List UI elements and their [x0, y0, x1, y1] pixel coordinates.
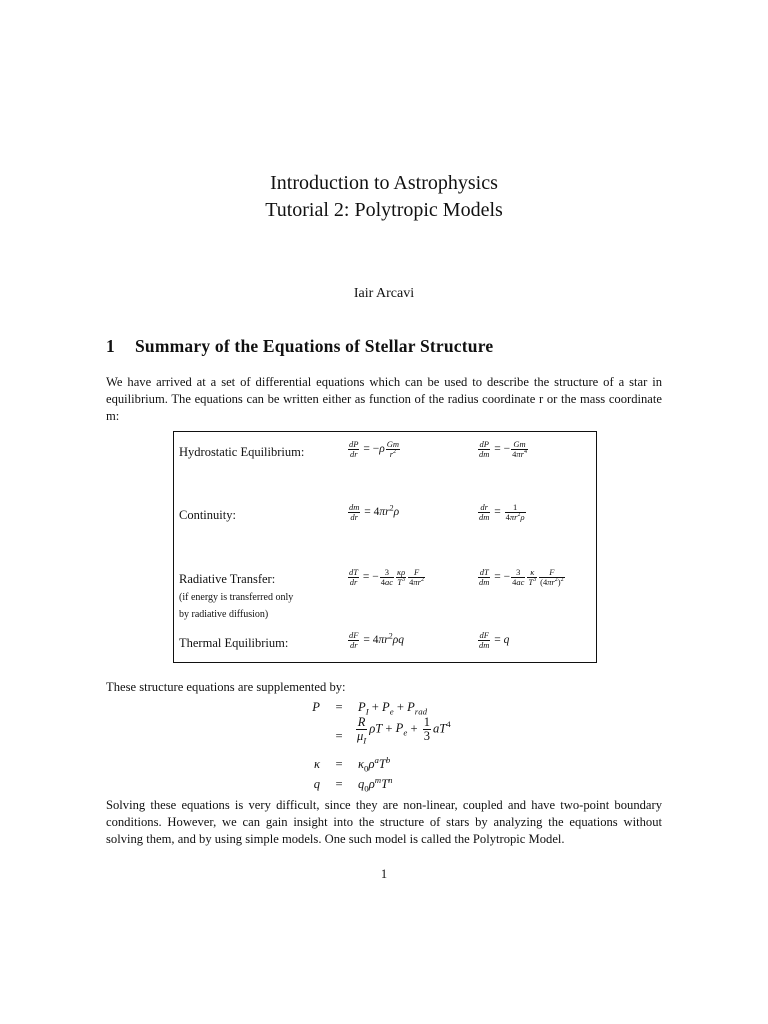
opacity-eq: $\kappa_0\rho^aT^b$: [358, 754, 391, 774]
thermal-eq-r: $\frac{dF}{dr}$ = $4\pi r^2\rho q$: [349, 630, 405, 650]
radiative-note: [179, 589, 293, 623]
title-line-2: Tutorial 2: Polytropic Models: [265, 199, 503, 221]
radiative-eq-r: $\frac{dT}{dr}$ = − $\frac{3}{4ac}$ $\frac{\kappa\rho}{T^3}$ $\frac{F}{4\pi r^2}$: [349, 567, 424, 587]
title-line-1: Introduction to Astrophysics: [270, 172, 498, 194]
closing-paragraph: Solving these equations is very difficult, since they are non-linear, coupled and have two-point boundary conditions. However, we can gain insight into the structure of stars by analyzing the equations without solving them, and by using simple models. One such model is called the Polytropic Model.: [106, 798, 662, 846]
hydrostatic-eq-m: $\frac{dP}{dm}$ = − $\frac{Gm}{4\pi r^4}$: [479, 439, 527, 459]
section-title: Summary of the Equations of Stellar Structure: [135, 336, 494, 356]
continuity-label: Continuity:: [179, 508, 236, 522]
document-title: [0, 170, 768, 224]
thermal-label: Thermal Equilibrium:: [179, 636, 289, 650]
section-number: 1: [106, 336, 115, 356]
page-number: 1: [380, 867, 388, 881]
radiative-note-line-1: (if energy is transferred only: [179, 592, 294, 603]
radiative-eq-m: $\frac{dT}{dm}$ = − $\frac{3}{4ac}$ $\frac{\kappa}{T^3}$ $\frac{F}{(4\pi r^2)^2}$: [479, 567, 564, 587]
pressure-sum-eq: $P_I + P_e + P_{rad}$: [358, 700, 428, 717]
thermal-eq-m: $\frac{dF}{dm}$ = q: [479, 630, 510, 650]
pressure-expanded-eq: $\frac{R}{\mu_I}$ $\rho T + P_e$ + $\frac{1}{3}$ $aT^4$: [357, 715, 451, 746]
radiative-label: Radiative Transfer:: [179, 572, 276, 586]
supplement-text: These structure equations are supplemented by:: [106, 680, 346, 694]
continuity-eq-r: $\frac{dm}{dr}$ = $4\pi r^2\rho$: [349, 502, 400, 522]
author: Iair Arcavi: [353, 286, 415, 301]
intro-paragraph: We have arrived at a set of differential equations which can be used to describe the structure of a star in equilibrium. The equations can be written either as function of the radius coordinate r or the mass coordinate m:: [106, 375, 662, 423]
equations-box: [173, 431, 597, 663]
hydrostatic-label: Hydrostatic Equilibrium:: [179, 445, 305, 459]
section-heading: [106, 336, 493, 357]
energy-generation-eq: $q_0\rho^mT^n$: [358, 774, 393, 794]
radiative-note-line-2: by radiative diffusion): [179, 609, 269, 620]
continuity-eq-m: $\frac{dr}{dm}$ = $\frac{1}{4\pi r^2\rho}$: [479, 502, 525, 522]
hydrostatic-eq-r: $\frac{dP}{dr}$ = −ρ $\frac{Gm}{r^2}$: [349, 439, 399, 459]
